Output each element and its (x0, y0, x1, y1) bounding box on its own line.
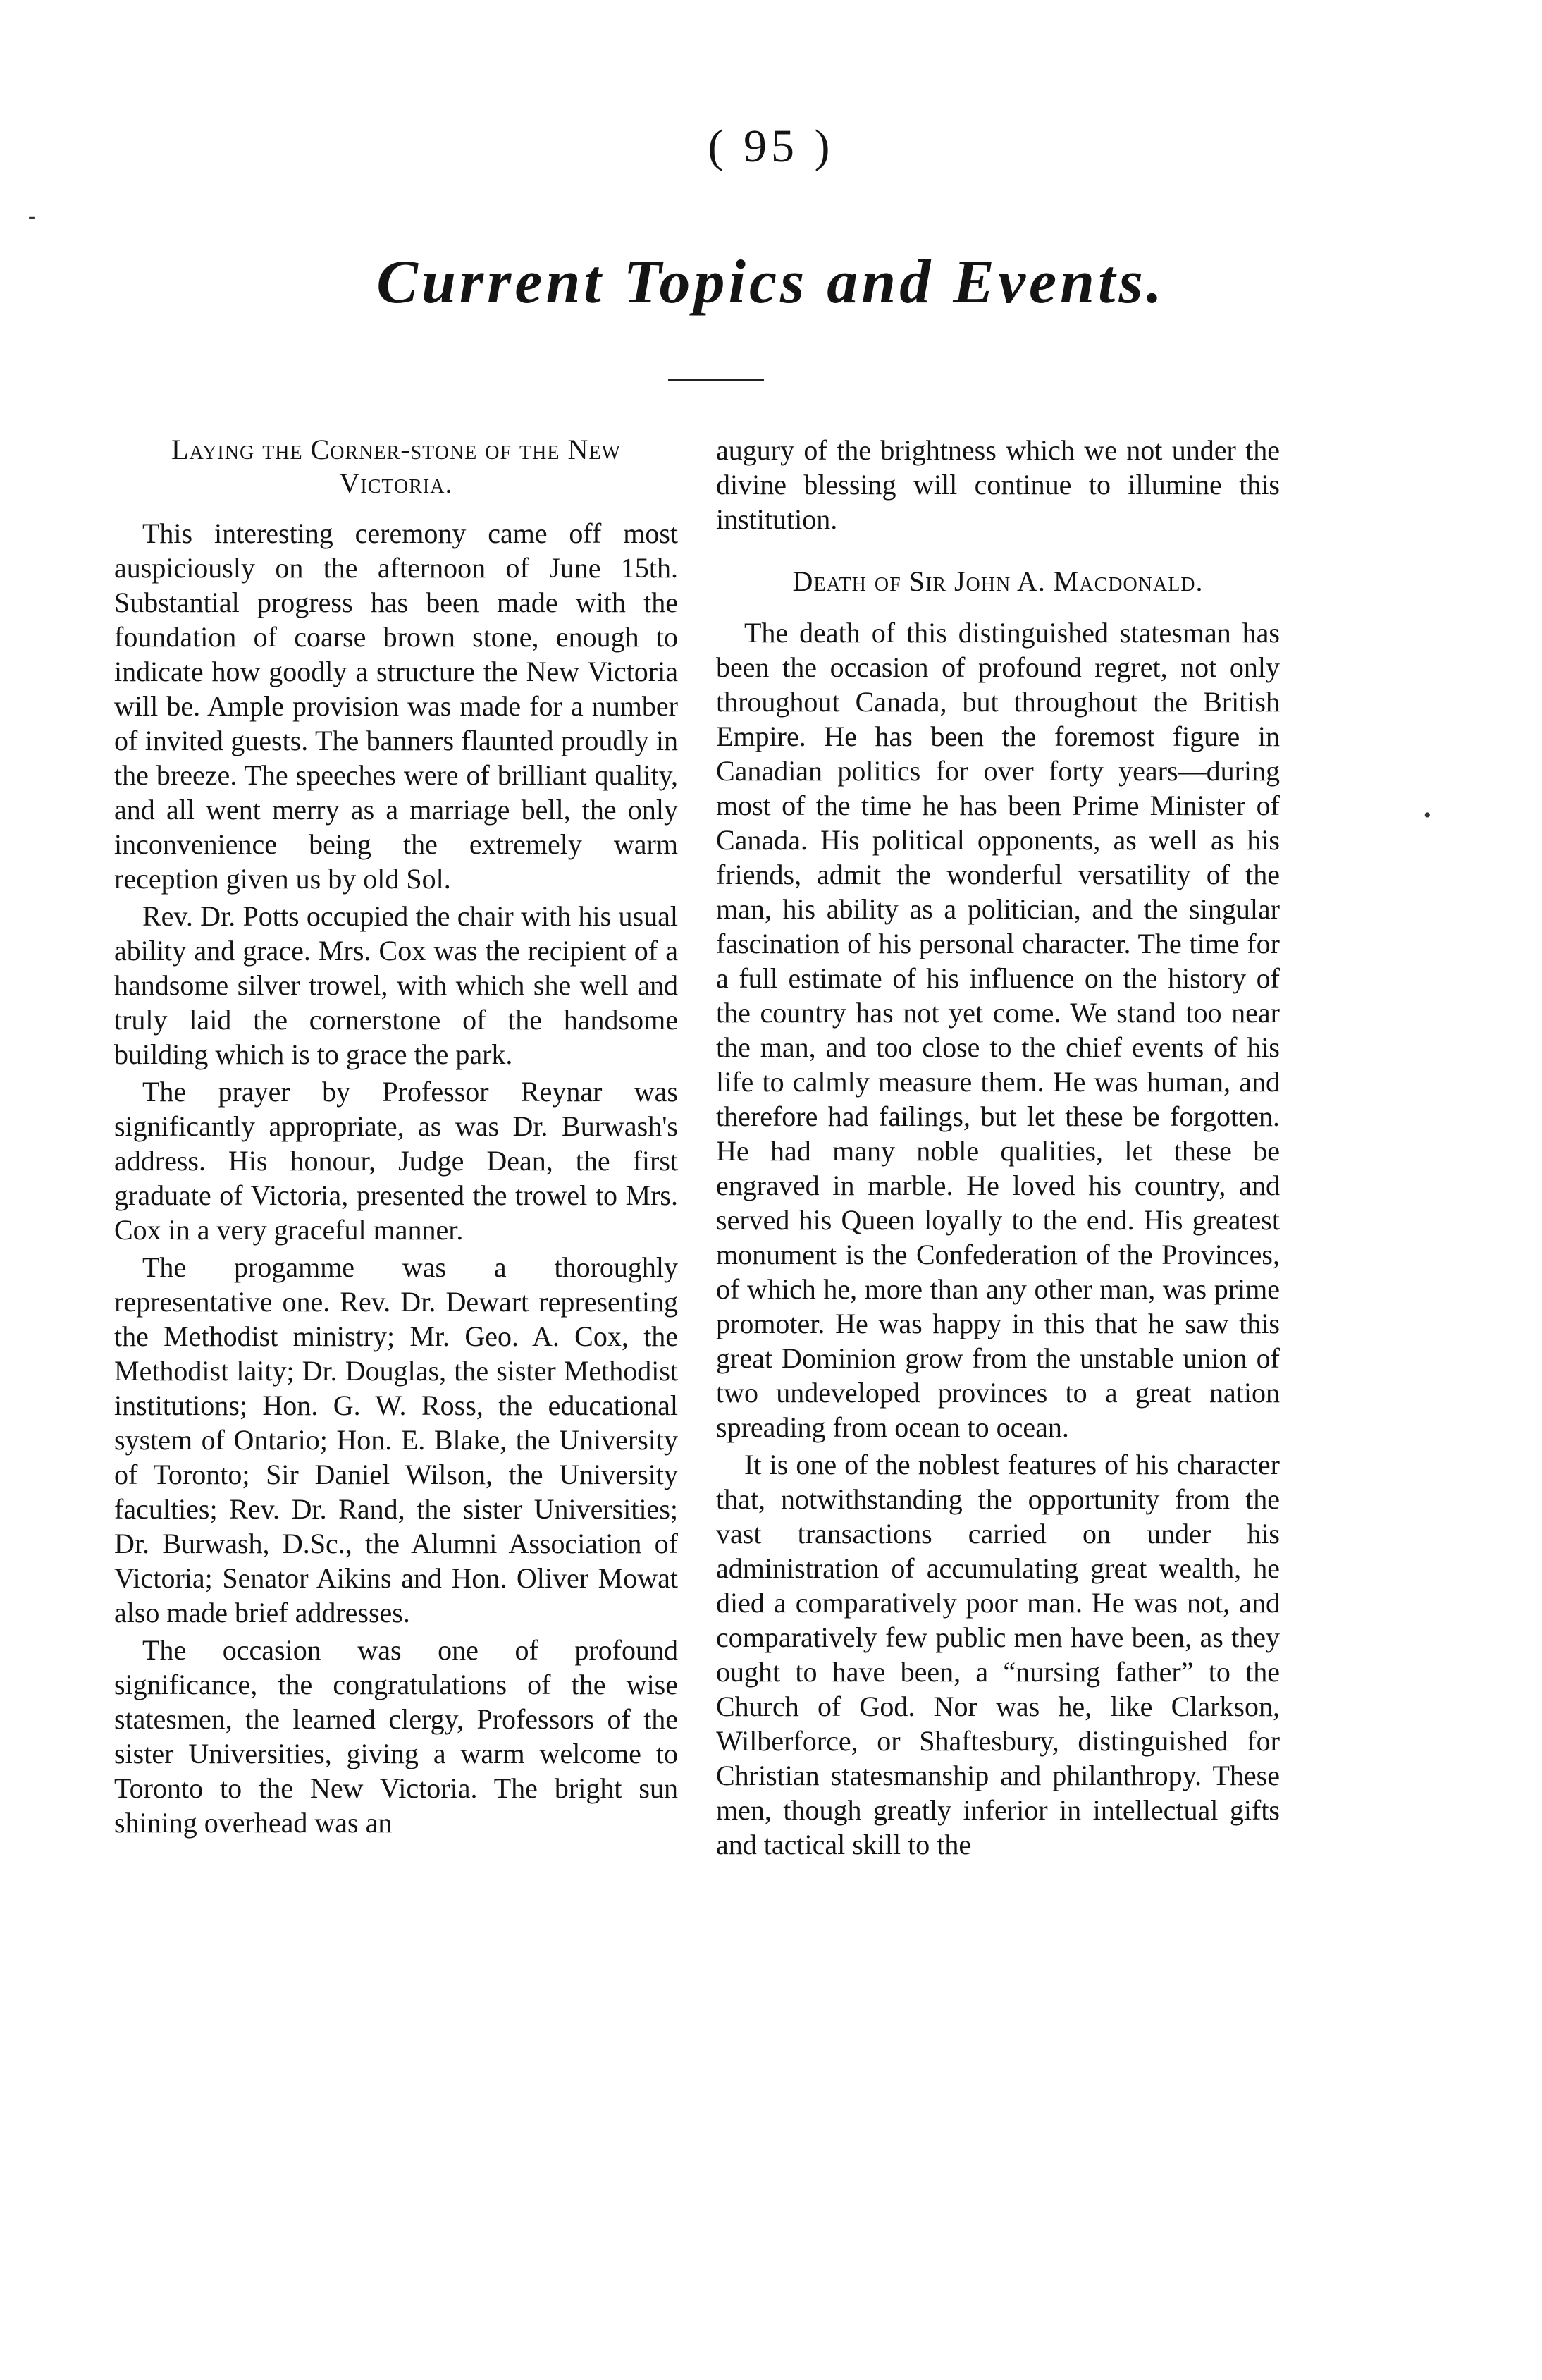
left-column (114, 433, 678, 1843)
margin-mark: - (28, 204, 35, 228)
title-rule (668, 379, 764, 381)
right-column (716, 433, 1280, 1865)
paragraph: This interesting ceremony came off most auspiciously on the afternoon of June 15th. Substantial progress has been made with the foundation of coarse brown stone, enough to indicate how goodly a structure the New Victoria will be. Ample provision was made for a number of invited guests. The banners flaunted proudly in the breeze. The speeches were of brilliant quality, and all went merry as a marriage bell, the only inconvenience being the extremely warm reception given us by old Sol. (114, 517, 678, 895)
paragraph: The death of this distinguished statesman has been the occasion of profound regret, not only throughout Canada, but throughout the British Empire. He has been the foremost figure in Canadian politics for over forty years—during most of the time he has been Prime Minister of Canada. His political opponents, as well as his friends, admit the wonderful versatility of the man, his ability as a politician, and the singular fascination of his personal character. The time for a full estimate of his influence on the history of the country has not yet come. We stand too near the man, and too close to the chief events of his life to calmly measure them. He was human, and therefore had failings, but let these be forgotten. He had many noble qualities, let these be engraved in marble. He loved his country, and served his Queen loyally to the end. His greatest monument is the Confederation of the Provinces, of which he, more than any other man, was prime promoter. He was happy in this that he saw this great Dominion grow from the unstable union of two undeveloped provinces to a great nation spreading from ocean to ocean. (716, 617, 1280, 1443)
continued-paragraph: augury of the brightness which we not under the divine blessing will continue to illumine this institution. (716, 434, 1280, 535)
article-heading-macdonald: Death of Sir John A. Macdonald. (792, 565, 1204, 597)
paragraph: Rev. Dr. Potts occupied the chair with his usual ability and grace. Mrs. Cox was the recipient of a handsome silver trowel, with which she well and truly laid the cornerstone of the handsome building which is to grace the park. (114, 900, 678, 1070)
article-heading-corner-stone: Laying the Corner-stone of the New Victoria. (171, 434, 621, 499)
paragraph: The occasion was one of profound significance, the congratulations of the wise statesmen, the learned clergy, Professors of the sister Universities, giving a warm welcome to Toronto to the New Victoria. The bright sun shining overhead was an (114, 1634, 678, 1839)
page-number: ( 95 ) (708, 121, 834, 172)
margin-mark: • (1424, 804, 1431, 827)
section-title: Current Topics and Events. (376, 248, 1166, 317)
paragraph: The progamme was a thoroughly representative one. Rev. Dr. Dewart representing the Methodist ministry; Mr. Geo. A. Cox, the Methodist laity; Dr. Douglas, the sister Methodist institutions; Hon. G. W. Ross, the educational system of Ontario; Hon. E. Blake, the University of Toronto; Sir Daniel Wilson, the University faculties; Rev. Dr. Rand, the sister Universities; Dr. Burwash, D.Sc., the Alumni Association of Victoria; Senator Aikins and Hon. Oliver Mowat also made brief addresses. (114, 1251, 678, 1628)
paragraph: It is one of the noblest features of his character that, notwithstanding the opportunity from the vast transactions carried on under his administration of accumulating great wealth, he died a comparatively poor man. He was not, and comparatively few public men have been, as they ought to have been, a “nursing father” to the Church of God. Nor was he, like Clarkson, Wilberforce, or Shaftesbury, distinguished for Christian statesmanship and philanthropy. These men, though greatly inferior in intellectual gifts and tactical skill to the (716, 1449, 1280, 1860)
paragraph: The prayer by Professor Reynar was significantly appropriate, as was Dr. Burwash's address. His honour, Judge Dean, the first graduate of Victoria, presented the trowel to Mrs. Cox in a very graceful manner. (114, 1076, 678, 1246)
